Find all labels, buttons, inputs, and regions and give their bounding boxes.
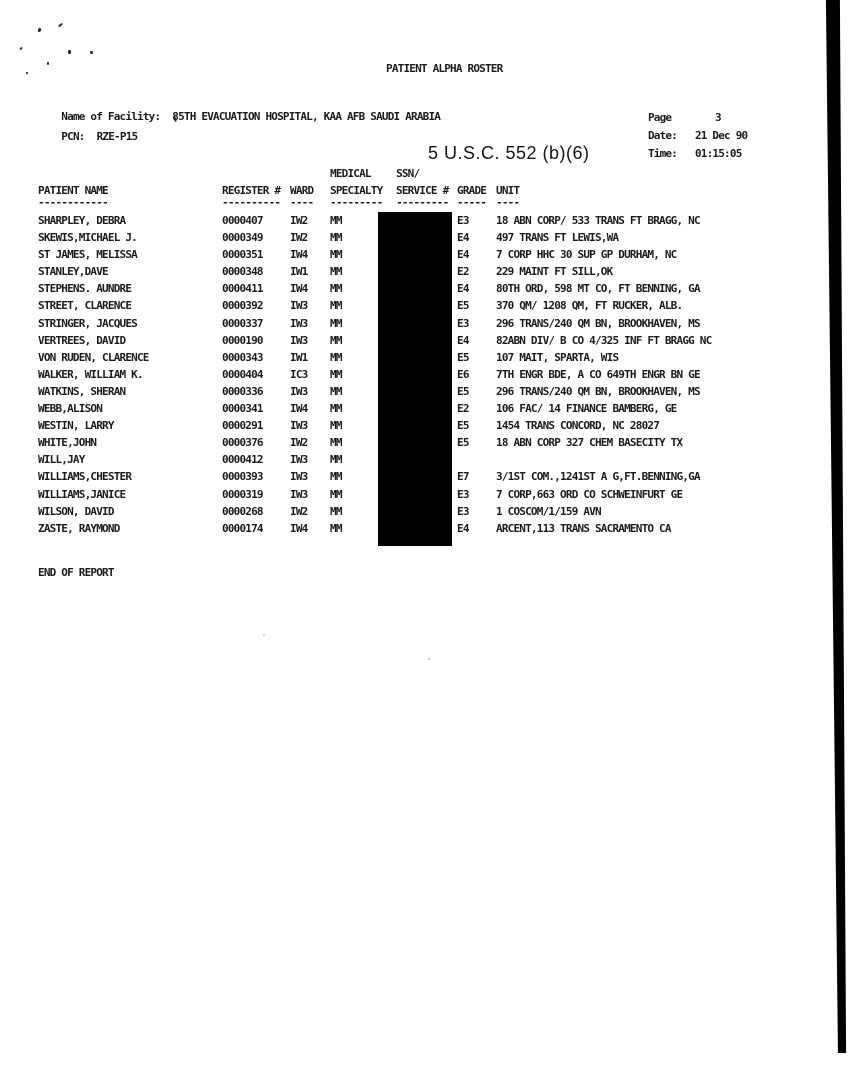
patient-name-cell: WEBB,ALISON	[38, 402, 103, 416]
underline-register: ----------	[222, 196, 281, 209]
register-cell: 0000341	[222, 402, 263, 416]
col-ssn-top: SSN/	[396, 167, 420, 180]
scan-artifact	[263, 634, 265, 636]
patient-name-cell: WESTIN, LARRY	[38, 419, 114, 433]
specialty-cell: MM	[330, 231, 342, 245]
specialty-cell: MM	[330, 333, 342, 347]
grade-cell: E2	[457, 402, 469, 416]
col-grade: GRADE	[457, 184, 487, 197]
pcn-value: RZE-P15	[96, 130, 138, 143]
ward-cell: IW4	[290, 248, 308, 262]
ward-cell: IW2	[290, 231, 308, 245]
underline-ward: ----	[290, 196, 314, 209]
scan-artifact	[58, 23, 63, 28]
unit-cell: 296 TRANS/240 QM BN, BROOKHAVEN, MS	[496, 384, 700, 398]
register-cell: 0000404	[222, 367, 263, 381]
register-cell: 0000336	[222, 384, 263, 398]
redaction-box	[378, 212, 452, 546]
register-cell: 0000393	[222, 470, 263, 484]
grade-cell: E6	[457, 367, 469, 381]
specialty-cell: MM	[330, 350, 342, 364]
specialty-cell: MM	[330, 402, 342, 416]
register-cell: 0000348	[222, 265, 263, 279]
patient-name-cell: VON RUDEN, CLARENCE	[38, 350, 149, 364]
date-label: Date:	[647, 129, 678, 142]
pcn-line	[38, 117, 137, 156]
patient-name-cell: ZASTE, RAYMOND	[38, 521, 120, 535]
ward-cell: IW4	[290, 282, 308, 296]
specialty-cell: MM	[330, 316, 342, 330]
unit-cell: 296 TRANS/240 QM BN, BROOKHAVEN, MS	[496, 316, 700, 330]
ward-cell: IW3	[290, 333, 308, 347]
specialty-cell: MM	[330, 367, 342, 381]
ward-cell: IW1	[290, 265, 308, 279]
ward-cell: IW4	[290, 521, 308, 535]
grade-cell: E4	[457, 521, 469, 535]
patient-name-cell: STEPHENS. AUNDRE	[38, 282, 132, 296]
grade-cell: E3	[457, 214, 469, 227]
underline-specialty: ---------	[330, 196, 383, 209]
ward-cell: IW3	[290, 470, 308, 484]
specialty-cell: MM	[330, 214, 342, 227]
patient-name-cell: STANLEY,DAVE	[38, 265, 108, 279]
grade-cell: E5	[457, 436, 469, 450]
specialty-cell: MM	[330, 521, 342, 535]
specialty-cell: MM	[330, 504, 342, 518]
ward-cell: IC3	[290, 367, 308, 381]
table-header-underlines	[0, 194, 850, 211]
patient-name-cell: WHITE,JOHN	[38, 436, 97, 450]
scan-artifact	[428, 658, 430, 660]
underline-unit: ----	[496, 196, 520, 209]
specialty-cell: MM	[330, 265, 342, 279]
grade-cell: E5	[457, 384, 469, 398]
ward-cell: IW3	[290, 419, 308, 433]
register-cell: 0000411	[222, 282, 263, 296]
underline-grade: -----	[457, 196, 487, 209]
specialty-cell: MM	[330, 453, 342, 467]
unit-cell: 107 MAIT, SPARTA, WIS	[496, 350, 619, 364]
col-service: SERVICE #	[396, 184, 449, 197]
specialty-cell: MM	[330, 299, 342, 313]
patient-name-cell: SKEWIS,MICHAEL J.	[38, 231, 137, 245]
grade-cell: E3	[457, 487, 469, 501]
register-cell: 0000337	[222, 316, 263, 330]
ward-cell: IW2	[290, 504, 308, 518]
report-title: PATIENT ALPHA ROSTER	[386, 62, 503, 75]
end-of-report: END OF REPORT	[38, 566, 114, 579]
register-cell: 0000268	[222, 504, 263, 518]
grade-cell: E5	[457, 350, 469, 364]
specialty-cell: MM	[330, 282, 342, 296]
scan-artifact	[26, 72, 28, 74]
scan-artifact	[90, 51, 93, 54]
page-number: 3	[714, 111, 721, 124]
scan-artifact	[37, 28, 41, 33]
unit-cell: 82ABN DIV/ B CO 4/325 INF FT BRAGG NC	[496, 333, 712, 347]
ward-cell: IW2	[290, 214, 308, 227]
unit-cell: 7 CORP HHC 30 SUP GP DURHAM, NC	[496, 248, 677, 262]
time-value: 01:15:05	[694, 147, 742, 160]
patient-name-cell: SHARPLEY, DEBRA	[38, 214, 126, 227]
unit-cell: 7 CORP,663 ORD CO SCHWEINFURT GE	[496, 487, 683, 501]
grade-cell: E7	[457, 470, 469, 484]
register-cell: 0000174	[222, 521, 263, 535]
register-cell: 0000343	[222, 350, 263, 364]
col-patient-name: PATIENT NAME	[38, 184, 108, 197]
unit-cell: 18 ABN CORP 327 CHEM BASECITY TX	[496, 436, 683, 450]
register-cell: 0000376	[222, 436, 263, 450]
facility-value: 85TH EVACUATION HOSPITAL, KAA AFB SAUDI ARABIA	[172, 110, 441, 123]
ward-cell: IW2	[290, 436, 308, 450]
grade-cell: E2	[457, 265, 469, 279]
ward-cell: IW3	[290, 384, 308, 398]
unit-cell: 106 FAC/ 14 FINANCE BAMBERG, GE	[496, 402, 677, 416]
specialty-cell: MM	[330, 248, 342, 262]
patient-name-cell: STREET, CLARENCE	[38, 299, 132, 313]
specialty-cell: MM	[330, 436, 342, 450]
grade-cell: E4	[457, 248, 469, 262]
underline-patient-name: ------------	[38, 196, 108, 209]
patient-name-cell: VERTREES, DAVID	[38, 333, 126, 347]
grade-cell: E3	[457, 504, 469, 518]
unit-cell: ARCENT,113 TRANS SACRAMENTO CA	[496, 521, 671, 535]
patient-name-cell: WILLIAMS,JANICE	[38, 487, 126, 501]
specialty-cell: MM	[330, 487, 342, 501]
unit-cell: 370 QM/ 1208 QM, FT RUCKER, ALB.	[496, 299, 683, 313]
scan-artifact	[68, 50, 71, 54]
patient-name-cell: ST JAMES, MELISSA	[38, 248, 137, 262]
register-cell: 0000412	[222, 453, 263, 467]
table-header-line1	[0, 165, 850, 182]
col-unit: UNIT	[496, 184, 520, 197]
scan-artifact	[47, 62, 49, 65]
unit-cell: 497 TRANS FT LEWIS,WA	[496, 231, 619, 245]
specialty-cell: MM	[330, 470, 342, 484]
ward-cell: IW3	[290, 453, 308, 467]
patient-name-cell: WILL,JAY	[38, 453, 85, 467]
ward-cell: IW1	[290, 350, 308, 364]
ward-cell: IW3	[290, 316, 308, 330]
scan-artifact	[19, 47, 22, 51]
ward-cell: IW3	[290, 299, 308, 313]
date-value: 21 Dec 90	[694, 129, 748, 142]
col-ward: WARD	[290, 184, 314, 197]
register-cell: 0000392	[222, 299, 263, 313]
facility-label: Name of Facility:	[61, 110, 161, 123]
unit-cell: 7TH ENGR BDE, A CO 649TH ENGR BN GE	[496, 367, 700, 381]
patient-name-cell: WILSON, DAVID	[38, 504, 114, 518]
unit-cell: 3/1ST COM.,1241ST A G,FT.BENNING,GA	[496, 470, 700, 484]
time-label: Time:	[647, 147, 678, 160]
unit-cell: 1454 TRANS CONCORD, NC 28027	[496, 419, 660, 433]
pcn-label: PCN:	[61, 130, 85, 143]
col-specialty: SPECIALTY	[330, 184, 383, 197]
specialty-cell: MM	[330, 419, 342, 433]
page-label: Page	[647, 111, 672, 124]
patient-name-cell: WALKER, WILLIAM K.	[38, 367, 143, 381]
register-cell: 0000351	[222, 248, 263, 262]
grade-cell: E5	[457, 419, 469, 433]
unit-cell: 1 COSCOM/1/159 AVN	[496, 504, 601, 518]
unit-cell: 80TH ORD, 598 MT CO, FT BENNING, GA	[496, 282, 700, 296]
patient-name-cell: WILLIAMS,CHESTER	[38, 470, 132, 484]
ward-cell: IW4	[290, 402, 308, 416]
unit-cell: 18 ABN CORP/ 533 TRANS FT BRAGG, NC	[496, 214, 700, 227]
register-cell: 0000319	[222, 487, 263, 501]
register-cell: 0000349	[222, 231, 263, 245]
grade-cell: E4	[457, 282, 469, 296]
col-medical-top: MEDICAL	[330, 167, 371, 180]
specialty-cell: MM	[330, 384, 342, 398]
register-cell: 0000291	[222, 419, 263, 433]
ward-cell: IW3	[290, 487, 308, 501]
grade-cell: E4	[457, 333, 469, 347]
register-cell: 0000190	[222, 333, 263, 347]
patient-name-cell: WATKINS, SHERAN	[38, 384, 126, 398]
unit-cell: 229 MAINT FT SILL,OK	[496, 265, 613, 279]
grade-cell: E3	[457, 316, 469, 330]
foia-stamp: 5 U.S.C. 552 (b)(6)	[428, 143, 590, 163]
underline-service: ---------	[396, 196, 449, 209]
col-register: REGISTER #	[222, 184, 281, 197]
patient-name-cell: STRINGER, JACQUES	[38, 316, 137, 330]
register-cell: 0000407	[222, 214, 263, 227]
grade-cell: E4	[457, 231, 469, 245]
grade-cell: E5	[457, 299, 469, 313]
